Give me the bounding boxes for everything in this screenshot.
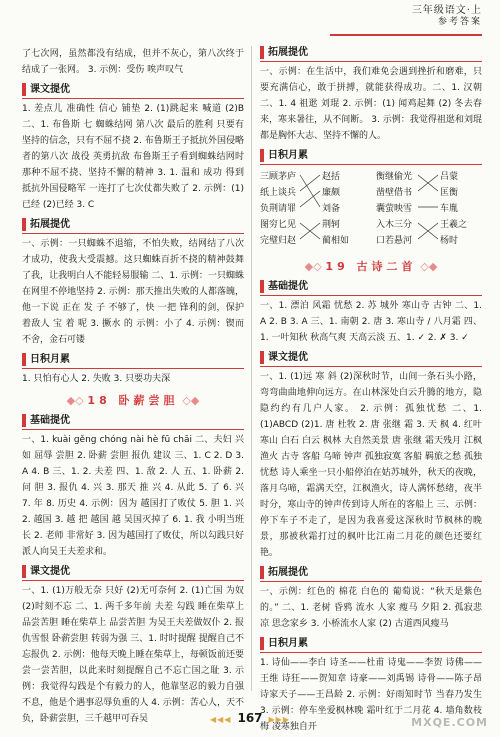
decor-icon: ◇◆ bbox=[416, 260, 438, 273]
section-title: 日积月累 bbox=[260, 149, 482, 162]
section-text: 1. 差点儿 准确性 信心 铺垫 2. (1)跳起来 喊道 (2)B 二、1. 布鲁斯 七 蜘蛛结网 第八次 最后的胜利 只要有坚持的信念，只有不屈不挠 2. 布鲁斯王子抵抗外国侵略者的第八次 战役 英勇抗敌 布鲁斯王子看到蜘蛛结网时那种不屈不挠、坚持不懈的精神 3. 1. 温和 成功 得到 抵抗外国侵略军 一连打了七次仗都失败了 2. 示例：(1)已经 (2)已经 3. C bbox=[22, 104, 244, 210]
match-item: 吕蒙 bbox=[440, 172, 459, 182]
header-rule bbox=[330, 34, 482, 36]
section-text: 一、1. 漂泊 风霜 忧愁 2. 苏 城外 寒山寺 古钟 二、1. A 2. B 3. A 三、1. 南朝 2. 唐 3. 寒山寺 / 八月霜 四、1. 一叶知秋 秋高气爽 天高云淡 五、1. ✓ 2. ✗ 3. ✓ bbox=[260, 301, 482, 343]
section-rule bbox=[260, 164, 482, 165]
section-title: 课文提优 bbox=[22, 565, 244, 578]
arrow-left-icon: ◀◀◀ bbox=[210, 715, 232, 724]
decor-icon: ◆◇ bbox=[66, 394, 88, 407]
column-divider bbox=[251, 46, 252, 691]
match-item: 车胤 bbox=[440, 204, 459, 214]
answers-label: 参考答案 bbox=[437, 17, 482, 27]
section-rule bbox=[22, 580, 244, 581]
section-rule bbox=[260, 61, 482, 62]
section-title: 拓展提优 bbox=[260, 566, 482, 579]
section-rule bbox=[260, 295, 482, 296]
match-item: 王羲之 bbox=[440, 220, 468, 230]
watermark: MXQE.COM bbox=[411, 716, 488, 729]
section-rule bbox=[22, 429, 244, 430]
match-item: 完璧归赵 bbox=[260, 236, 297, 246]
match-item: 囊萤映雪 bbox=[376, 204, 413, 214]
lesson-title: ◆◇ 19 古诗二首 ◇◆ bbox=[304, 260, 438, 273]
decor-icon: ◆◇ bbox=[304, 260, 326, 273]
intro-text: 了七次网，虽然都没有结成，但并不灰心，第八次终于结成了一张网。 3. 示例：受伤 唉声叹气 bbox=[22, 49, 244, 75]
match-item: 匡衡 bbox=[440, 188, 459, 198]
section-text: 一、示例：红色的 棉花 白色的 葡萄说：“秋天是紫色的。” 二、1. 老树 昏鸦 流水 人家 瘦马 夕阳 2. 孤寂悲凉 思念家乡 3. 小桥流水人家 (2) 古道西风瘦马 bbox=[260, 587, 482, 629]
match-item: 凿壁借书 bbox=[376, 188, 413, 198]
section-rule bbox=[260, 366, 482, 367]
left-column bbox=[22, 46, 244, 724]
section-rule bbox=[260, 652, 482, 653]
page-number: 167 bbox=[237, 711, 263, 725]
decor-icon: ◇◆ bbox=[178, 394, 200, 407]
section-title: 日积月累 bbox=[22, 353, 244, 366]
section-rule bbox=[22, 98, 244, 99]
match-item: 衡继偷光 bbox=[376, 172, 413, 182]
match-item: 刘备 bbox=[322, 204, 341, 214]
match-item: 廉颇 bbox=[322, 188, 341, 198]
match-item: 蔺相如 bbox=[322, 236, 350, 246]
match-item: 赵括 bbox=[322, 172, 341, 182]
section-text: 1. 诗仙——李白 诗圣——杜甫 诗鬼——李贺 诗佛——王维 诗狂——贺知章 诗豪——刘禹锡 诗骨——陈子昂 诗家天子——王昌龄 2. 示例：好雨知时节 当春乃发生 3. 示例：停车坐爱枫林晚 霜叶红于二月花 4. 墙角数枝梅 凌寒独自开 bbox=[260, 658, 482, 732]
match-item: 口若悬河 bbox=[376, 236, 413, 246]
section-text: 一、示例：一只蜘蛛不退缩，不怕失败，结网结了八次才成功，使我大受震撼。这只蜘蛛百折不挠的精神鼓舞了我，让我明白人不能轻易服输 二、1. 示例：一只蜘蛛在网里不停地坚持 2. 示例：那天推出失败的人都落魄，他一下说 正在 发 子 不够了，快 一把 锋利的剑，保护着敌人 宝 着 呢 3. 撅水 的 示例：小了 4. 示例：锲而不舍，金石可镂 bbox=[22, 239, 244, 345]
grade-label: 三年级语文·上 bbox=[411, 5, 482, 16]
section-title: 拓展提优 bbox=[260, 46, 482, 59]
page-header bbox=[412, 4, 482, 29]
section-title: 基础提优 bbox=[260, 280, 482, 293]
section-rule bbox=[260, 581, 482, 582]
section-title: 日积月累 bbox=[260, 637, 482, 650]
section-title: 基础提优 bbox=[22, 414, 244, 427]
match-item: 图穷匕见 bbox=[260, 220, 297, 230]
section-title: 拓展提优 bbox=[22, 218, 244, 231]
section-text: 1. 只怕有心人 2. 失败 3. 只要功夫深 bbox=[22, 374, 171, 384]
lesson-title: ◆◇ 18 卧薪尝胆 ◇◆ bbox=[66, 394, 200, 407]
match-item: 纸上谈兵 bbox=[260, 188, 297, 198]
match-item: 入木三分 bbox=[376, 220, 413, 230]
section-rule bbox=[22, 233, 244, 234]
section-text: 一、1. (1)远 寒 斜 (2)深秋时节，山间一条石头小路，弯弯曲曲地伸向远方。在山林深处白云升腾的地方，隐隐约约有几户人家。 2. 示例：孤独忧愁 二、1. (1)ABCD (2)1. 唐 杜牧 2. 唐 张继 霜 3. 天 枫 4. 红叶 寒山 白石 白云 枫林 大自然美景 唐 张继 霜天残月 江枫 渔火 古寺 客船 乌啼 钟声 孤独寂寞 客船 羁旅之愁 孤独忧愁 诗人乘坐一只小船停泊在姑苏城外，秋天的夜晚，落月乌啼，霜满天空，江枫渔火，诗人满怀愁绪，夜半时分，寒山寺的钟声传到诗人所在的客船上 三、示例：停下车子不走了，是因为我喜爱这深秋时节枫林的晚景，那被秋霜打过的枫叶比江南二月花的颜色还要红艳。 bbox=[260, 372, 482, 558]
section-text: 一、1. kuài gěng chóng nài hè fū chāi 二、夫妇 兴 如 屈辱 尝胆 2. 卧薪 尝胆 报仇 建议 三、1. C 2. D 3. A 4. B 三、1. 2. 夫差 四、1. 敌 2. 人 五、1. 卧薪 2. 问 胆 3. 报仇 4. 兴 3. 那天 推 兴 4. 从此 5. 了 6. 兴 7. 年 8. 历史 4. 示例：因为 越国打了败仗 5. 胆 1. 兴 2. 越国 3. 越 把 越国 越 吴国灭掉了 6. 1. 我 小明当班长 2. 老师 非常好 3. 因为越国打了败仗，所以勾践只好派人向吴王夫差求和。 bbox=[22, 435, 244, 557]
section-rule bbox=[22, 368, 244, 369]
match-item: 三顾茅庐 bbox=[260, 172, 297, 182]
section-title: 课文提优 bbox=[22, 83, 244, 96]
match-item: 负荆请罪 bbox=[260, 204, 297, 214]
match-item: 杨时 bbox=[440, 236, 459, 246]
section-title: 课文提优 bbox=[260, 351, 482, 364]
arrow-right-icon: ▶▶▶ bbox=[268, 715, 290, 724]
matching-exercise bbox=[260, 167, 482, 253]
match-item: 荆轲 bbox=[322, 220, 341, 230]
section-text: 一、示例：在生活中，我们难免会遇到挫折和磨难，只要充满信心，敢于拼搏，就能获得成功。二、1. 汉朝 二、1. 4 祖逖 刘琨 2. 示例：(1) 闻鸡起舞 (2) 冬去春来，寒来暑往，从不间断。 3. 示例：我觉得祖逖和刘琨都是胸怀大志、坚持不懈的人。 bbox=[260, 67, 482, 141]
section-text: 一、1. (1)万般无奈 只好 (2)无可奈何 2. (1)亡国 为奴 (2)时刻不忘 二、1. 两千多年前 夫差 勾践 睡在柴草上 品尝苦胆 睡在柴草上 品尝苦胆 为吴王夫差做奴仆 2. 报仇雪恨 卧薪尝胆 转弱为强 三、1. 时时提醒 提醒自己不忘报仇 2. 示例：他每天晚上睡在柴草上，每顿饭前还要尝一尝苦胆，以此来时刻提醒自己不忘亡国之耻 3. 示例：我觉得勾践是个有毅力的人，他靠坚忍的毅力自强不息，他是个遇事忍辱负重的人 4. 示例：苦心人，天不负，卧薪尝胆，三千越甲可吞吴 bbox=[22, 586, 244, 724]
